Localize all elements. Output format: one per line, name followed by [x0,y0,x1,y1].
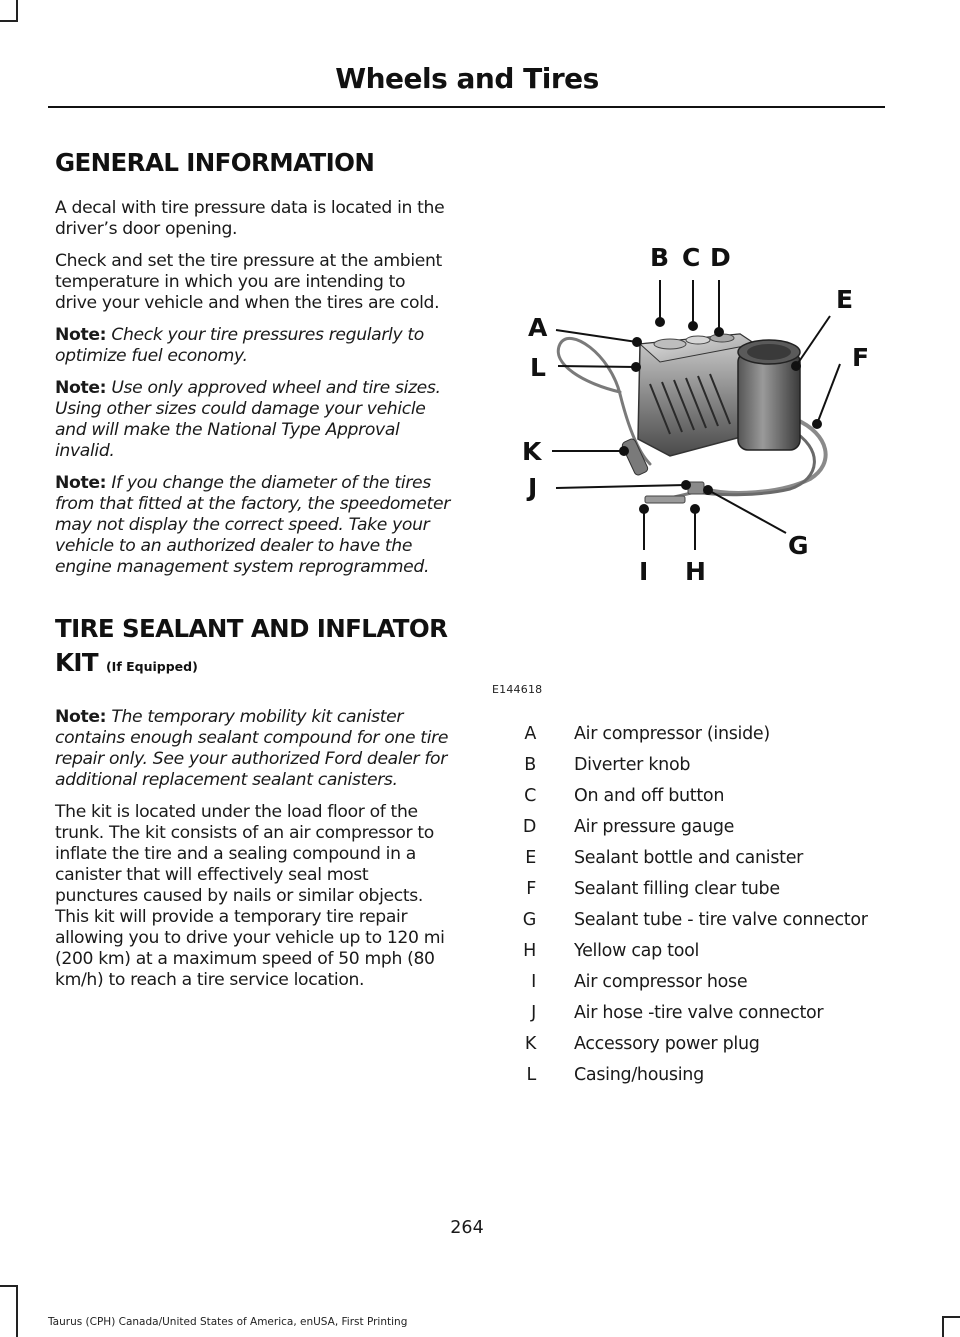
callout-label-j: J [528,473,538,502]
inflator-kit-illustration [490,234,890,674]
legend-row [500,786,880,807]
legend-key: I [531,972,536,992]
crop-mark [942,1316,944,1337]
legend-row [500,1003,880,1024]
legend-row [500,972,880,993]
note-paragraph [55,325,450,367]
legend-text: Yellow cap tool [574,941,700,961]
callout-label-b: B [650,243,670,272]
paragraph-text: A decal with tire pressure data is located in the driver’s door opening. [55,198,445,239]
callout-label-k: K [522,437,542,466]
section-heading-tire-sealant-kit [55,612,450,684]
note-text: If you change the diameter of the tires from that fitted at the factory, the speedometer may not display the correct speed. Take your vehicle to an authorized dealer to have the engine management system reprogrammed. [55,473,450,577]
paragraph [55,802,450,991]
legend-text: Air compressor (inside) [574,724,770,744]
legend-text: Air pressure gauge [574,817,735,837]
legend-key: E [525,848,536,868]
paragraph [55,251,450,314]
legend-text: Casing/housing [574,1065,704,1085]
legend-row [500,817,880,838]
note-paragraph [55,707,450,791]
legend-row [500,1034,880,1055]
legend-text: Sealant filling clear tube [574,879,780,899]
callout-label-e: E [836,285,854,314]
legend-row [500,879,880,900]
legend-row [500,755,880,776]
legend-text: Sealant bottle and canister [574,848,804,868]
section-heading-suffix: (If Equipped) [105,659,198,674]
paragraph-text: Check and set the tire pressure at the ambient temperature in which you are intending to drive your vehicle and when the tires are cold. [55,251,442,313]
legend-text: Diverter knob [574,755,691,775]
note-paragraph [55,473,450,578]
crop-mark [16,0,18,20]
legend-text: On and off button [574,786,725,806]
legend-key: F [526,879,536,899]
legend-row [500,910,880,931]
legend-text: Sealant tube - tire valve connector [574,910,868,930]
page-number: 264 [450,1218,484,1238]
note-label: Note: [55,325,107,345]
inflator-kit-figure [490,234,890,674]
legend-key: G [522,910,536,930]
legend-row [500,724,880,745]
legend-key: A [524,724,536,744]
callout-label-c: C [682,243,701,272]
callout-label-f: F [852,343,870,372]
page-header-title: Wheels and Tires [335,62,599,95]
footer-text: Taurus (CPH) Canada/United States of America, enUSA, First Printing [48,1316,408,1328]
paragraph-text: The kit is located under the load floor of the trunk. The kit consists of an air compressor to inflate the tire and a sealing compound in a canister that will effectively seal most punctures caused by nails or similar objects. This kit will provide a temporary tire repair allowing you to drive your vehicle up to 120 mi (200 km) at a maximum speed of 50 mph (80 km/h) to reach a tire service location. [55,802,445,990]
note-text: Check your tire pressures regularly to optimize fuel economy. [55,325,424,366]
note-text: Use only approved wheel and tire sizes. Using other sizes could damage your vehicle and will make the National Type Approval invalid. [55,378,441,461]
figure-code: E144618 [492,683,543,696]
legend-key: D [522,817,536,837]
note-text: The temporary mobility kit canister contains enough sealant compound for one tire repair only. See your authorized Ford dealer for additional replacement sealant canisters. [55,707,449,790]
legend-row [500,848,880,869]
figure-legend [500,724,880,1096]
callout-label-a: A [528,313,548,342]
crop-mark [0,20,18,22]
callout-label-i: I [639,557,649,586]
crop-mark [0,1285,18,1287]
legend-text: Air hose -tire valve connector [574,1003,824,1023]
callout-label-g: G [788,531,809,560]
note-label: Note: [55,707,107,727]
section-heading-text: TIRE SEALANT AND INFLATOR KIT [55,614,448,677]
crop-mark [942,1316,960,1318]
paragraph [55,198,450,240]
header-divider [48,106,885,108]
main-text-column [55,146,450,991]
crop-mark [16,1285,18,1337]
legend-key: L [526,1065,536,1085]
sealant-canister-icon [738,340,800,450]
callout-label-l: L [530,353,546,382]
callout-label-h: H [685,557,706,586]
legend-row [500,1065,880,1086]
section-heading-general-information: GENERAL INFORMATION [55,148,375,177]
legend-key: K [524,1034,536,1054]
legend-row [500,941,880,962]
legend-key: C [524,786,536,806]
note-label: Note: [55,473,107,493]
legend-text: Accessory power plug [574,1034,760,1054]
legend-text: Air compressor hose [574,972,748,992]
legend-key: H [523,941,536,961]
callout-label-d: D [710,243,731,272]
note-label: Note: [55,378,107,398]
legend-key: J [531,1003,536,1023]
note-paragraph [55,378,450,462]
legend-key: B [524,755,536,775]
